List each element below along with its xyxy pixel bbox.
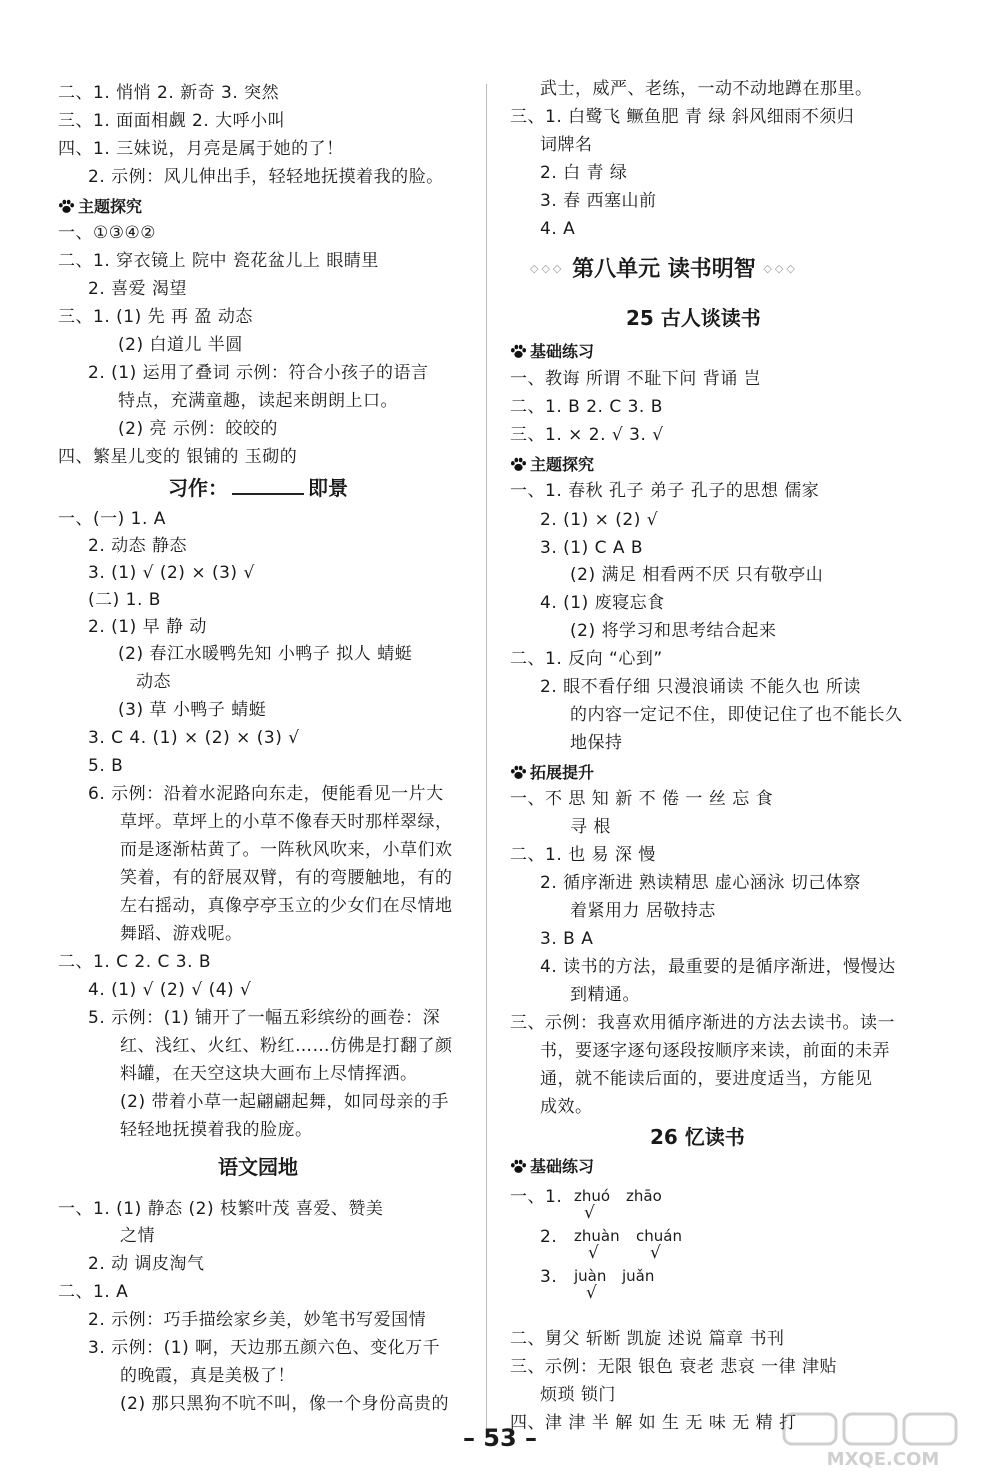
answer-line: 二、1. 悄悄 2. 新奇 3. 突然 [58, 83, 280, 103]
paw-icon [58, 199, 75, 214]
answer-line: (2) 春江水暖鸭先知 小鸭子 拟人 蜻蜓 [118, 644, 413, 664]
pinyin-option: zhuó [574, 1187, 611, 1205]
title-suffix: 即景 [308, 476, 348, 500]
answer-line: 4. A [540, 219, 576, 239]
answer-line: 2. (1) 早 静 动 [88, 617, 207, 637]
paw-icon [510, 344, 527, 359]
check-mark: √ [650, 1243, 661, 1263]
lesson-title: 25 古人谈读书 [626, 306, 761, 330]
answer-line: 一、(一) 1. A [58, 509, 166, 529]
answer-line: 4. (1) 废寝忘食 [540, 593, 665, 613]
section-heading-label: 拓展提升 [530, 763, 595, 782]
column-divider [486, 84, 487, 1434]
watermark-logo [778, 1410, 988, 1470]
section-title: 语文园地 [218, 1155, 298, 1179]
answer-line: 地保持 [570, 733, 623, 753]
answer-line: 书，要逐字逐句逐段按顺序来读，前面的未弄 [540, 1041, 890, 1061]
section-title [168, 475, 348, 501]
answer-line: 二、舅父 斩断 凯旋 述说 篇章 书刊 [510, 1329, 785, 1349]
answer-line: 的晚霞，真是美极了！ [120, 1366, 295, 1386]
pinyin-option: zhāo [626, 1187, 662, 1205]
section-heading-label: 主题探究 [78, 197, 143, 216]
section-heading [510, 1156, 594, 1178]
section-heading [58, 196, 142, 218]
section-heading-label: 基础练习 [530, 1157, 595, 1176]
answer-line: 2. 动 调皮淘气 [88, 1254, 205, 1274]
answer-line: 舞蹈、游戏呢。 [120, 924, 243, 944]
section-heading-label: 基础练习 [530, 342, 595, 361]
answer-line: 3. B A [540, 929, 594, 949]
answer-line: 2. 动态 静态 [88, 536, 188, 556]
answer-line: 3. [540, 1267, 558, 1287]
answer-line: 一、1. 春秋 孔子 弟子 孔子的思想 儒家 [510, 481, 820, 501]
answer-line: 2. 示例：风儿伸出手，轻轻地抚摸着我的脸。 [88, 167, 444, 187]
watermark-text: MXQE.COM [826, 1449, 940, 1470]
answer-line: 2. 眼不看仔细 只漫浪诵读 不能久也 所读 [540, 677, 861, 697]
check-mark: √ [588, 1243, 599, 1263]
lesson-title: 26 忆读书 [650, 1125, 745, 1149]
answer-line: 的内容一定记不住，即使记住了也不能长久 [570, 705, 903, 725]
answer-line: 四、津 津 半 解 如 生 无 味 无 精 打 [510, 1413, 797, 1433]
fill-blank [232, 477, 304, 495]
answer-line: 寻 根 [570, 817, 611, 837]
answer-line: 之情 [120, 1226, 155, 1246]
pinyin-option: juàn [574, 1267, 607, 1285]
unit-title-label: 第八单元 读书明智 [572, 257, 756, 282]
check-mark: √ [584, 1203, 595, 1223]
answer-line: 二、1. C 2. C 3. B [58, 952, 212, 972]
answer-line: 3. 示例：(1) 啊，天边那五颜六色、变化万千 [88, 1338, 441, 1358]
answer-line: 2. 示例：巧手描绘家乡美，妙笔书写爱国情 [88, 1310, 427, 1330]
answer-line: 3. (1) √ (2) × (3) √ [88, 563, 255, 583]
answer-line: 一、1. [510, 1187, 563, 1207]
answer-line: 烦琐 锁门 [540, 1385, 616, 1405]
answer-line: 5. B [88, 756, 124, 776]
answer-line: 四、1. 三妹说，月亮是属于她的了！ [58, 139, 344, 159]
answer-line: 二、1. 也 易 深 慢 [510, 845, 656, 865]
answer-line: 3. C 4. (1) × (2) × (3) √ [88, 728, 300, 748]
answer-line: 草坪。草坪上的小草不像春天时那样翠绿， [120, 812, 453, 832]
answer-line: (2) 带着小草一起翩翩起舞，如同母亲的手 [120, 1092, 449, 1112]
decor-dots: ◇◇◇ [763, 262, 798, 275]
answer-line: 一、不 思 知 新 不 倦 一 丝 忘 食 [510, 789, 774, 809]
answer-line: 二、1. A [58, 1282, 129, 1302]
page-number: – 53 – [462, 1424, 538, 1452]
answer-line: 一、教诲 所谓 不耻下问 背诵 岂 [510, 369, 762, 389]
answer-line: 成效。 [540, 1097, 593, 1117]
paw-icon [510, 1159, 527, 1174]
answer-line: 5. 示例：(1) 铺开了一幅五彩缤纷的画卷：深 [88, 1008, 441, 1028]
answer-line: 三、1. (1) 先 再 盈 动态 [58, 307, 253, 327]
section-heading [510, 762, 594, 784]
answer-line: 料罐，在天空这块大画布上尽情挥洒。 [120, 1064, 418, 1084]
answer-line: 轻轻地抚摸着我的脸庞。 [120, 1120, 313, 1140]
answer-line: (2) 亮 示例：皎皎的 [118, 419, 278, 439]
answer-line: (2) 将学习和思考结合起来 [570, 621, 777, 641]
answer-line: (2) 白道儿 半圆 [118, 335, 243, 355]
answer-line: 4. 读书的方法，最重要的是循序渐进，慢慢达 [540, 957, 896, 977]
answer-line: 三、示例：无限 银色 衰老 悲哀 一律 津贴 [510, 1357, 838, 1377]
answer-line: 2. 白 青 绿 [540, 163, 628, 183]
answer-line: 词牌名 [540, 135, 593, 155]
pinyin-option: chuán [636, 1227, 682, 1245]
section-heading [510, 341, 594, 363]
answer-line: 三、1. 白鹭飞 鳜鱼肥 青 绿 斜风细雨不须归 [510, 107, 855, 127]
answer-line: 特点，充满童趣，读起来朗朗上口。 [118, 391, 398, 411]
paw-icon [510, 765, 527, 780]
paw-icon [510, 457, 527, 472]
section-heading [510, 454, 594, 476]
answer-line: 3. 春 西塞山前 [540, 191, 657, 211]
answer-line: 一、1. (1) 静态 (2) 枝繁叶茂 喜爱、赞美 [58, 1199, 384, 1219]
answer-line: 2. (1) × (2) √ [540, 510, 659, 530]
answer-line: 一、①③④② [58, 223, 156, 243]
answer-line: (3) 草 小鸭子 蜻蜓 [118, 700, 267, 720]
decor-dots: ◇◇◇ [530, 262, 565, 275]
answer-line: 动态 [136, 672, 171, 692]
answer-line: 通，就不能读后面的，要进度适当，方能见 [540, 1069, 873, 1089]
unit-title [530, 255, 798, 284]
title-prefix: 习作： [168, 476, 228, 500]
answer-line: (2) 那只黑狗不吭不叫，像一个身份高贵的 [120, 1394, 449, 1414]
answer-line: 2. 喜爱 渴望 [88, 279, 188, 299]
answer-line: (2) 满足 相看两不厌 只有敬亭山 [570, 565, 824, 585]
answer-line: 二、1. 反向 “心到” [510, 649, 663, 669]
answer-line: 2. (1) 运用了叠词 示例：符合小孩子的语言 [88, 363, 429, 383]
check-mark: √ [586, 1283, 597, 1303]
answer-line: 武士，威严、老练，一动不动地蹲在那里。 [540, 79, 873, 99]
answer-line: 到精通。 [570, 985, 640, 1005]
answer-line: 三、示例：我喜欢用循序渐进的方法去读书。读一 [510, 1013, 895, 1033]
answer-line: (二) 1. B [88, 590, 161, 610]
answer-line: 二、1. 穿衣镜上 院中 瓷花盆儿上 眼睛里 [58, 251, 379, 271]
answer-line: 红、浅红、火红、粉红……仿佛是打翻了颜 [120, 1036, 453, 1056]
answer-line: 4. (1) √ (2) √ (4) √ [88, 980, 252, 1000]
answer-line: 四、繁星儿变的 银铺的 玉砌的 [58, 447, 298, 467]
answer-line: 笑着，有的舒展双臂，有的弯腰触地，有的 [120, 868, 453, 888]
section-heading-label: 主题探究 [530, 455, 595, 474]
answer-line: 着紧用力 居敬持志 [570, 901, 716, 921]
pinyin-option: zhuàn [574, 1227, 620, 1245]
answer-line: 左右摇动，真像亭亭玉立的少女们在尽情地 [120, 896, 453, 916]
answer-line: 2. 循序渐进 熟读精思 虚心涵泳 切己体察 [540, 873, 861, 893]
answer-line: 而是逐渐枯黄了。一阵秋风吹来，小草们欢 [120, 840, 453, 860]
answer-line: 2. [540, 1227, 558, 1247]
pinyin-option: juǎn [622, 1267, 655, 1285]
answer-line: 二、1. B 2. C 3. B [510, 397, 663, 417]
answer-line: 三、1. 面面相觑 2. 大呼小叫 [58, 111, 286, 131]
answer-line: 6. 示例：沿着水泥路向东走，便能看见一片大 [88, 784, 444, 804]
answer-line: 三、1. × 2. √ 3. √ [510, 425, 664, 445]
answer-line: 3. (1) C A B [540, 538, 644, 558]
